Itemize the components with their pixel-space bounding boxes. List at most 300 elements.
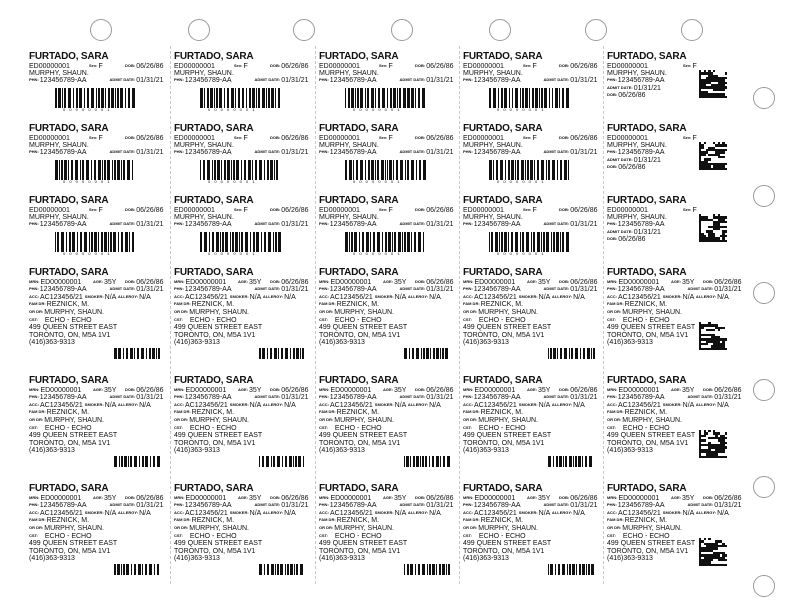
acc-row [174,294,311,302]
doctor-value: MURPHY, SHAUN. [319,141,379,149]
famdr-value: REZNICK, M. [46,409,90,417]
barcode-wrap [489,88,600,108]
sex-label: Sex: [234,62,243,68]
datamatrix-code [699,70,727,98]
acc-label: ACC: [174,509,184,515]
admit-label: ADMIT DATE: [687,286,714,292]
famdr-value: REZNICK, M. [46,517,90,525]
phn-label: PHN: [463,77,473,83]
sex-group [379,207,393,214]
allergy-label: ALLERGY: [551,401,573,407]
phn-label: PHN: [29,286,39,292]
age-group [383,279,406,287]
address2-row: TORONTO, ON, M5A 1V1 [607,439,689,447]
phn-row [319,502,456,510]
dob-label: DOB: [415,494,426,500]
sex-group [523,135,537,142]
dob-group [703,279,741,287]
acc-row [174,510,311,518]
mrn-row [319,387,456,395]
cst-label: CST: [174,532,183,538]
allergy-value: N/A [139,509,151,517]
mrn-row [463,387,600,395]
smoker-label: SMOKER: [229,293,249,299]
admit-group [255,394,309,402]
address2-row: TORONTO, ON, M5A 1V1 [29,547,111,555]
mrn-value: ED00000001 [607,206,648,214]
phn-value: 123456789-AA [184,221,232,229]
dob-group [270,387,308,395]
admit-value: 01/31/21 [281,394,309,402]
famdr-row [319,517,456,525]
cst-value: ECHO - ECHO [44,424,92,432]
admit-value: 01/31/21 [426,502,454,510]
phone-row: (416)363-9313 [29,555,75,563]
phn-value: 123456789-AA [617,221,665,229]
sex-value: F [98,62,103,70]
doctor-row [319,214,456,221]
famdr-value: REZNICK, M. [624,301,668,309]
dob-value: 06/26/86 [426,206,454,214]
mrn-value: ED00000001 [174,206,215,214]
sex-label: Sex: [683,134,692,140]
admit-group [688,286,742,294]
mrn-value: ED00000001 [40,386,82,394]
patient-name: FURTADO, SARA [174,196,254,206]
phone-row: (416)363-9313 [463,339,509,347]
address2-row: TORONTO, ON, M5A 1V1 [607,331,689,339]
cst-row [319,533,456,541]
mrn-value: ED00000001 [463,62,504,70]
admit-value: 01/31/21 [136,286,164,294]
sex-value: F [243,134,248,142]
dob-value: 06/26/86 [426,278,454,286]
phn-value: 123456789-AA [39,286,87,294]
address1-row: 499 QUEEN STREET EAST [319,432,408,440]
phn-label: PHN: [174,149,184,155]
admit-value: 01/31/21 [570,286,598,294]
mrn-row [463,495,600,503]
acc-value: AC123456/21 [618,509,661,517]
barcode [200,232,282,252]
dob-group [270,63,308,70]
age-value: 35Y [394,386,407,394]
dob-label: DOB: [607,235,618,241]
famdr-label: FAM DR: [607,517,624,523]
age-value: 35Y [682,278,695,286]
barcode [548,564,596,575]
acc-value: AC123456/21 [40,293,83,301]
age-value: 35Y [249,494,262,502]
famdr-value: REZNICK, M. [191,409,235,417]
doctor-value: MURPHY, SHAUN. [174,213,234,221]
doctor-value: MURPHY, SHAUN. [463,141,523,149]
cst-value: ECHO - ECHO [334,532,382,540]
phn-label: PHN: [463,221,473,227]
smoker-label: SMOKER: [374,293,394,299]
patient-label [174,124,311,188]
acc-value: AC123456/21 [330,293,373,301]
punch-hole [753,282,775,304]
barcode [114,564,162,575]
barcode-digits: 0 0 0 0 0 0 0 1 [63,178,112,184]
famdr-value: REZNICK, M. [336,301,380,309]
smoker-value: N/A [249,401,261,409]
famdr-row [174,301,311,309]
smoker-label: SMOKER: [518,401,538,407]
cst-row [174,533,311,541]
sex-value: F [243,62,248,70]
admit-group [110,77,164,84]
cst-label: CST: [319,316,328,322]
mrn-row [319,495,456,503]
admit-label: ADMIT DATE: [607,156,633,162]
famdr-label: FAM DR: [29,517,46,523]
age-group [527,387,550,395]
acc-value: AC123456/21 [474,509,517,517]
barcode [345,88,427,108]
admit-label: ADMIT DATE: [109,149,136,155]
doctor-value: MURPHY, SHAUN. [607,141,667,149]
patient-name: FURTADO, SARA [29,52,109,62]
smoker-label: SMOKER: [374,509,394,515]
allergy-label: ALLERGY: [695,401,717,407]
ordr-row [319,525,456,533]
patient-label [29,268,166,368]
acc-value: AC123456/21 [618,401,661,409]
punch-hole [293,19,315,41]
admit-label: ADMIT DATE: [109,394,136,400]
admit-label: ADMIT DATE: [254,394,281,400]
patient-name: FURTADO, SARA [174,124,254,134]
dob-label: DOB: [559,62,570,68]
admit-group [400,394,454,402]
ordr-label: OR DR: [319,308,334,314]
patient-label [174,376,311,476]
age-label: AGE: [671,278,681,284]
allergy-label: ALLERGY: [407,509,429,515]
sex-label: Sex: [89,134,98,140]
phn-row [607,394,744,402]
dob-group [415,207,453,214]
admit-group [400,149,454,156]
dob-label: DOB: [270,278,281,284]
admit-label: ADMIT DATE: [543,149,570,155]
smoker-label: SMOKER: [662,509,682,515]
barcode [345,160,427,180]
ordr-value: MURPHY, SHAUN. [478,524,539,532]
famdr-row [463,409,600,417]
cst-row [463,425,600,433]
admit-value: 01/31/21 [136,77,164,85]
age-value: 35Y [538,278,551,286]
phone-row: (416)363-9313 [29,339,75,347]
mrn-value: ED00000001 [40,494,82,502]
phn-value: 123456789-AA [473,221,521,229]
ordr-value: MURPHY, SHAUN. [44,416,105,424]
acc-label: ACC: [607,401,617,407]
sex-value: F [243,206,248,214]
admit-value: 01/31/21 [136,502,164,510]
patient-label [607,268,744,368]
patient-label [607,124,744,188]
admit-group [110,502,164,510]
cst-label: CST: [319,424,328,430]
dob-label: DOB: [415,386,426,392]
dob-group [270,279,308,287]
barcode-digits: 0 0 0 0 0 0 0 1 [208,178,257,184]
phn-row [607,286,744,294]
sex-group [234,135,248,142]
mrn-label: MRN: [463,494,474,500]
phn-row [463,394,600,402]
phn-label: PHN: [174,77,184,83]
dob-label: DOB: [270,206,281,212]
address1-row: 499 QUEEN STREET EAST [463,324,552,332]
patient-label [607,376,744,476]
admit-value: 01/31/21 [136,221,164,229]
sex-label: Sex: [523,62,532,68]
phn-label: PHN: [319,394,329,400]
admit-value: 01/31/21 [281,77,309,85]
phone-row: (416)363-9313 [319,339,365,347]
famdr-row [319,301,456,309]
dob-label: DOB: [607,91,618,97]
allergy-value: N/A [573,401,585,409]
sex-value: F [532,134,537,142]
datamatrix-code [699,214,727,242]
phone-row: (416)363-9313 [607,447,653,455]
patient-name: FURTADO, SARA [607,376,687,386]
cst-value: ECHO - ECHO [189,532,237,540]
dob-label: DOB: [415,278,426,284]
acc-label: ACC: [29,401,39,407]
cst-row [463,317,600,325]
barcode-digits: 0 0 0 0 0 0 0 1 [353,178,402,184]
phn-row [174,221,311,228]
barcode [404,564,452,575]
cst-value: ECHO - ECHO [622,532,670,540]
ordr-label: OR DR: [607,524,622,530]
cst-row [319,425,456,433]
mrn-row [319,135,456,142]
patient-name: FURTADO, SARA [174,484,254,494]
famdr-value: REZNICK, M. [480,301,524,309]
sex-group [234,207,248,214]
patient-label [319,124,456,188]
barcode-wrap [55,160,166,180]
cst-value: ECHO - ECHO [44,316,92,324]
patient-name: FURTADO, SARA [319,52,399,62]
dob-label: DOB: [415,206,426,212]
mrn-row [319,207,456,214]
dob-value: 06/26/86 [714,386,742,394]
admit-value: 01/31/21 [281,221,309,229]
famdr-row [29,301,166,309]
ordr-value: MURPHY, SHAUN. [189,308,250,316]
ordr-value: MURPHY, SHAUN. [622,416,683,424]
patient-label [29,124,166,188]
admit-group [544,149,598,156]
barcode [489,232,571,252]
address1-row: 499 QUEEN STREET EAST [29,432,118,440]
famdr-value: REZNICK, M. [46,301,90,309]
barcode [114,456,162,467]
acc-value: AC123456/21 [618,293,661,301]
phn-row [463,221,600,228]
cst-value: ECHO - ECHO [44,532,92,540]
phn-value: 123456789-AA [329,221,377,229]
cst-value: ECHO - ECHO [189,316,237,324]
patient-name: FURTADO, SARA [463,268,543,278]
doctor-value: MURPHY, SHAUN. [607,69,667,77]
mrn-row [463,135,600,142]
dob-value: 06/26/86 [136,206,164,214]
admit-label: ADMIT DATE: [399,286,426,292]
ordr-label: OR DR: [29,308,44,314]
cst-label: CST: [174,316,183,322]
famdr-label: FAM DR: [319,517,336,523]
dob-group [270,135,308,142]
phn-row [607,502,744,510]
phn-label: PHN: [174,221,184,227]
age-label: AGE: [93,386,103,392]
phn-value: 123456789-AA [473,77,521,85]
mrn-label: MRN: [29,494,40,500]
datamatrix-code [699,538,727,566]
famdr-row [463,517,600,525]
acc-label: ACC: [29,509,39,515]
ordr-row [174,525,311,533]
allergy-label: ALLERGY: [695,509,717,515]
famdr-label: FAM DR: [174,409,191,415]
age-group [671,495,694,503]
barcode [259,348,307,359]
mrn-value: ED00000001 [607,134,648,142]
barcode [548,456,596,467]
address1-row: 499 QUEEN STREET EAST [463,540,552,548]
acc-row [29,294,166,302]
phn-row [174,286,311,294]
smoker-label: SMOKER: [84,293,104,299]
cst-row [174,425,311,433]
barcode [55,232,137,252]
famdr-row [319,409,456,417]
famdr-value: REZNICK, M. [624,409,668,417]
phn-row [463,286,600,294]
punch-hole [753,575,775,597]
mrn-value: ED00000001 [618,494,660,502]
famdr-value: REZNICK, M. [480,409,524,417]
age-group [527,279,550,287]
age-label: AGE: [93,278,103,284]
ordr-label: OR DR: [607,416,622,422]
ordr-label: OR DR: [174,416,189,422]
phn-label: PHN: [174,286,184,292]
mrn-value: ED00000001 [174,62,215,70]
phn-value: 123456789-AA [329,394,377,402]
doctor-value: MURPHY, SHAUN. [319,69,379,77]
dob-value: 06/26/86 [281,278,309,286]
admit-label: ADMIT DATE: [109,221,136,227]
admit-label: ADMIT DATE: [607,228,633,234]
patient-label [29,196,166,260]
acc-label: ACC: [319,509,329,515]
phn-value: 123456789-AA [473,502,521,510]
admit-label: ADMIT DATE: [109,502,136,508]
patient-label [463,124,600,188]
mrn-value: ED00000001 [607,62,648,70]
dob-label: DOB: [270,62,281,68]
dob-label: DOB: [559,206,570,212]
phn-value: 123456789-AA [329,502,377,510]
dob-label: DOB: [125,386,136,392]
address1-row: 499 QUEEN STREET EAST [607,324,696,332]
patient-label [319,52,456,116]
sex-group [89,135,103,142]
sex-value: F [692,134,697,142]
admit-group [544,286,598,294]
age-label: AGE: [527,494,537,500]
phn-value: 123456789-AA [39,77,87,85]
acc-row [174,402,311,410]
phn-value: 123456789-AA [184,149,232,157]
address1-row: 499 QUEEN STREET EAST [319,540,408,548]
phn-row [29,77,166,84]
age-label: AGE: [527,386,537,392]
admit-value: 01/31/21 [281,149,309,157]
datamatrix-code [699,142,727,170]
admit-label: ADMIT DATE: [399,394,426,400]
acc-value: AC123456/21 [185,509,228,517]
barcode-digits: 0 0 0 0 0 0 0 1 [63,106,112,112]
mrn-value: ED00000001 [463,206,504,214]
doctor-row [463,214,600,221]
smoker-value: N/A [394,293,406,301]
patient-name: FURTADO, SARA [463,196,543,206]
dob-label: DOB: [125,206,136,212]
ordr-value: MURPHY, SHAUN. [44,308,105,316]
dob-label: DOB: [559,494,570,500]
mrn-value: ED00000001 [618,278,660,286]
sex-label: Sex: [89,62,98,68]
barcode-wrap [200,232,311,252]
age-label: AGE: [383,494,393,500]
age-label: AGE: [238,278,248,284]
cst-label: CST: [29,532,38,538]
dob-value: 06/26/86 [281,386,309,394]
admit-value: 01/31/21 [426,394,454,402]
phn-row [174,394,311,402]
smoker-value: N/A [249,293,261,301]
cst-value: ECHO - ECHO [478,316,526,324]
barcode [548,348,596,359]
mrn-value: ED00000001 [319,134,360,142]
cst-row [319,317,456,325]
famdr-row [174,409,311,417]
acc-label: ACC: [463,509,473,515]
famdr-value: REZNICK, M. [336,409,380,417]
phn-value: 123456789-AA [184,502,232,510]
smoker-value: N/A [104,293,116,301]
allergy-value: N/A [429,509,441,517]
allergy-label: ALLERGY: [695,293,717,299]
phn-row [319,77,456,84]
doctor-value: MURPHY, SHAUN. [174,69,234,77]
dob-value: 06/26/86 [136,278,164,286]
mrn-value: ED00000001 [330,386,372,394]
admit-group [544,502,598,510]
